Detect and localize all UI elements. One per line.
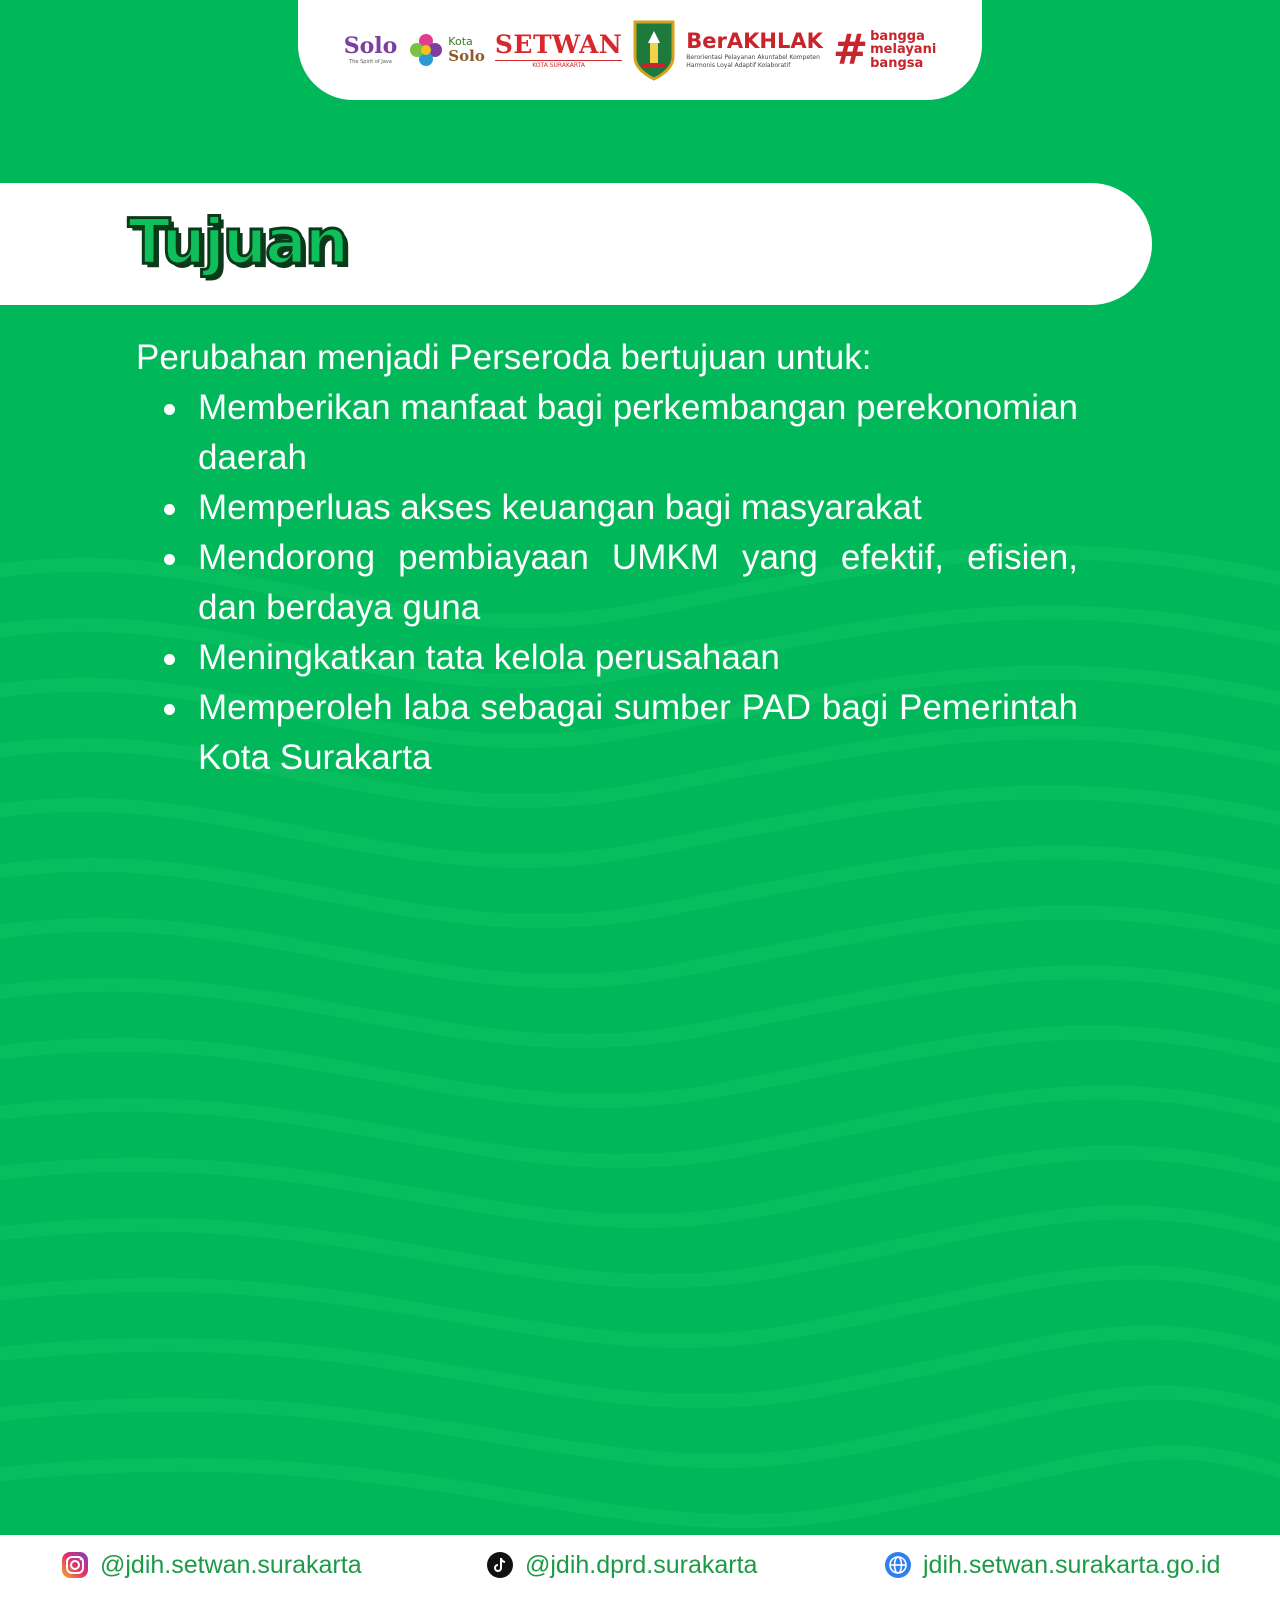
tiktok-icon	[485, 1550, 515, 1580]
bullet-list	[136, 383, 1078, 783]
list-item	[136, 633, 1078, 683]
intro-text: Perubahan menjadi Perseroda bertujuan untuk:	[136, 338, 872, 377]
bullet-icon	[164, 504, 175, 515]
bangga-line-2: melayani	[870, 42, 937, 58]
flower-icon	[407, 31, 445, 69]
list-item	[136, 533, 1078, 633]
bullet-icon	[164, 704, 175, 715]
berakhlak-logo	[686, 31, 823, 68]
website-url: jdih.setwan.surakarta.go.id	[923, 1550, 1221, 1579]
tiktok-handle: @jdih.dprd.surakarta	[525, 1550, 758, 1579]
bangga-melayani-logo	[832, 25, 937, 74]
solo-logo	[344, 35, 398, 65]
kota-solo-logo	[407, 31, 485, 69]
setwan-text: SETWAN	[494, 29, 623, 59]
instagram-link[interactable]	[60, 1550, 362, 1580]
solo-logo-tagline: The Spirit of Java	[349, 59, 392, 65]
list-item-text: Mendorong pembiayaan UMKM yang efektif, efisien, dan berdaya guna	[198, 538, 1078, 627]
list-item-text: Memberikan manfaat bagi perkembangan perekonomian daerah	[198, 388, 1078, 477]
website-link[interactable]	[883, 1550, 1220, 1580]
berakhlak-text: BerAKHLAK	[686, 29, 823, 54]
surakarta-emblem-logo	[632, 19, 676, 81]
instagram-handle: @jdih.setwan.surakarta	[100, 1550, 362, 1579]
list-item-text: Meningkatkan tata kelola perusahaan	[198, 638, 780, 677]
tiktok-link[interactable]	[485, 1550, 757, 1580]
kota-solo-line2: Solo	[448, 46, 485, 65]
list-item-text: Memperluas akses keuangan bagi masyarakat	[198, 488, 922, 527]
berakhlak-subtitle-1: Berorientasi Pelayanan Akuntabel Kompeten	[686, 54, 820, 62]
bangga-line-1: bangga	[870, 28, 925, 44]
globe-icon	[883, 1550, 913, 1580]
bullet-icon	[164, 654, 175, 665]
berakhlak-subtitle-2: Harmonis Loyal Adaptif Kolaboratif	[686, 61, 791, 69]
hash-icon: #	[832, 25, 869, 74]
page-title: Tujuan	[128, 205, 347, 278]
list-item	[136, 383, 1078, 483]
footer	[0, 1535, 1280, 1600]
list-item-text: Memperoleh laba sebagai sumber PAD bagi Pemerintah Kota Surakarta	[198, 688, 1078, 777]
content-body	[136, 333, 1078, 783]
bangga-line-3: bangsa	[870, 55, 924, 71]
solo-logo-text: Solo	[343, 33, 398, 59]
setwan-subtitle: KOTA SURAKARTA	[495, 60, 622, 69]
kota-solo-line1: Kota	[448, 34, 473, 48]
logo-bar	[298, 0, 982, 100]
bullet-icon	[164, 554, 175, 565]
emblem-icon	[632, 19, 676, 81]
setwan-logo	[494, 29, 623, 69]
bullet-icon	[164, 404, 175, 415]
list-item	[136, 483, 1078, 533]
instagram-icon	[60, 1550, 90, 1580]
list-item	[136, 683, 1078, 783]
